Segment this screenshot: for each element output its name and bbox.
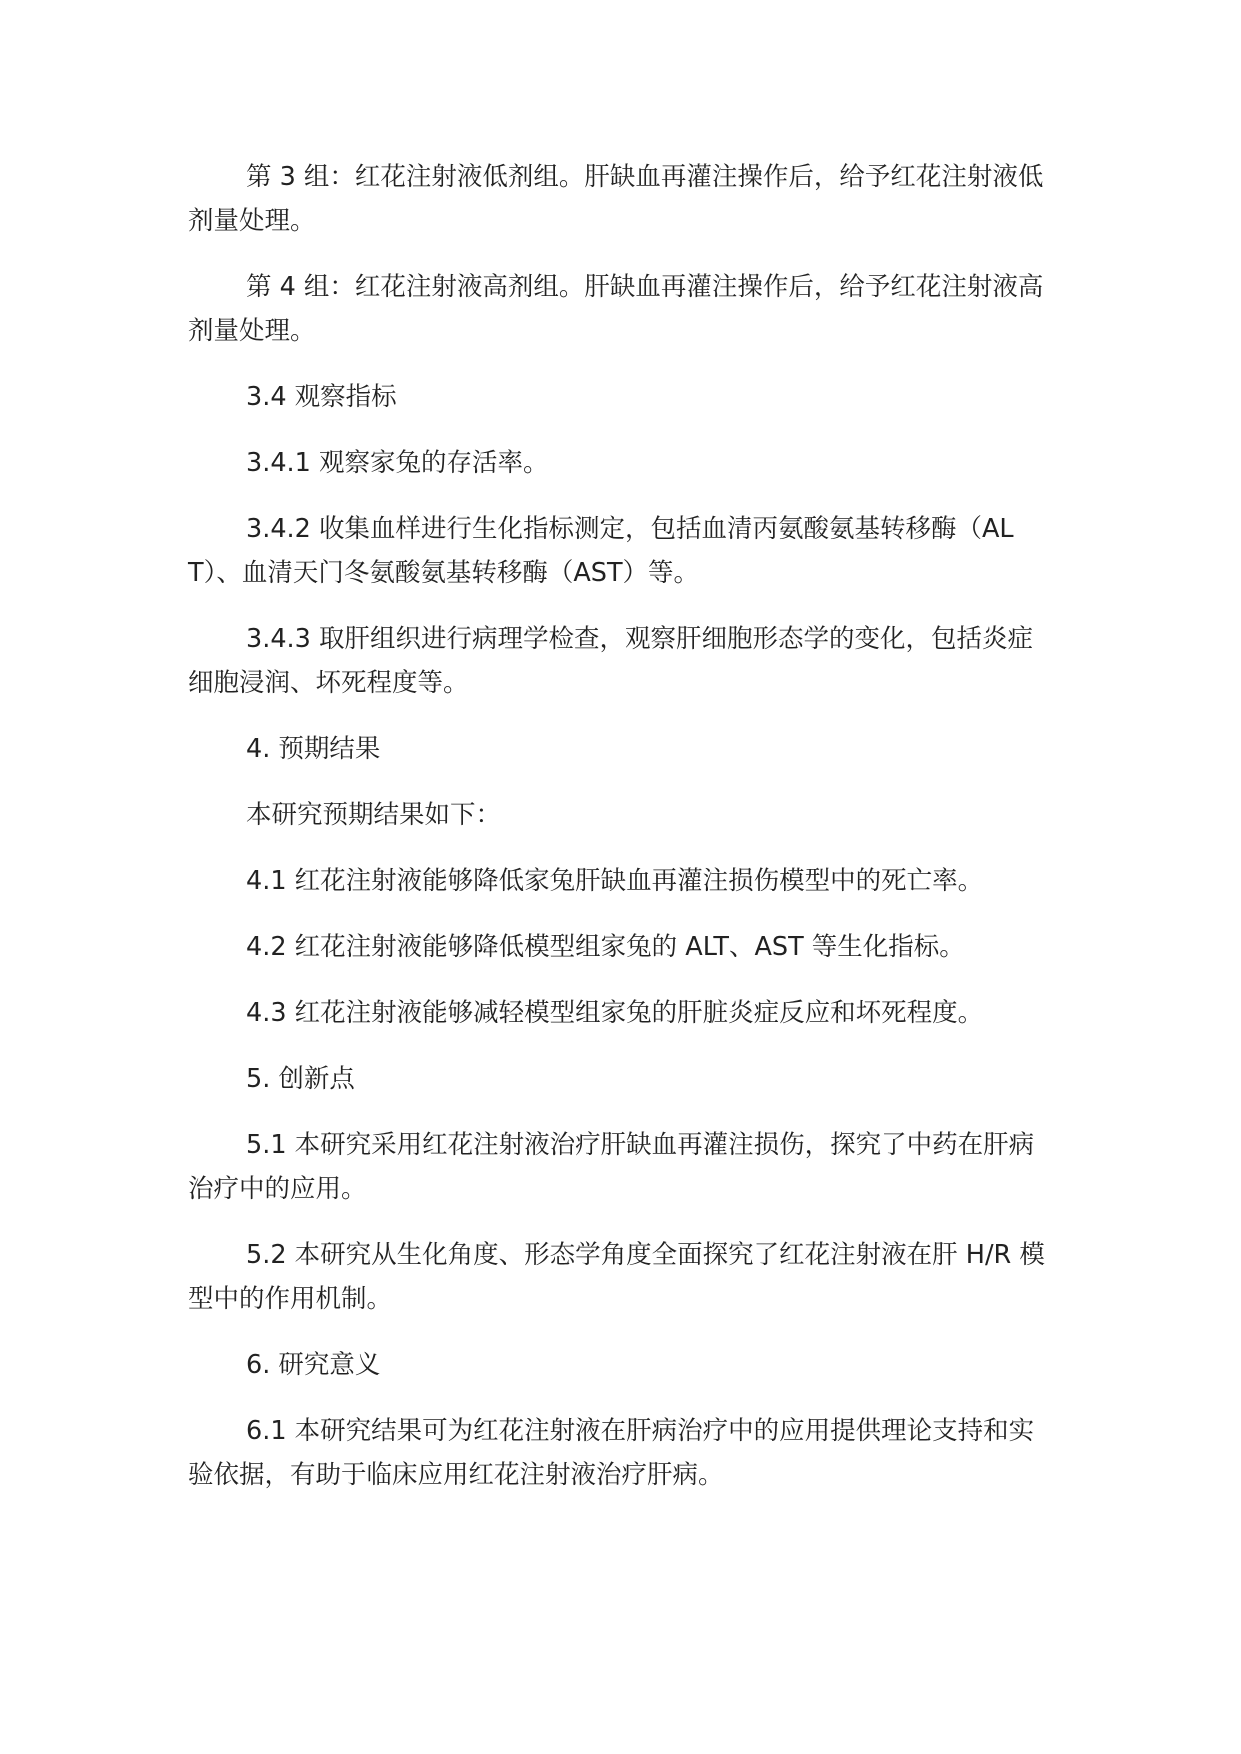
heading-observation-indicators: 3.4 观察指标 [246, 382, 397, 412]
paragraph-3-4-3: 3.4.3 取肝组织进行病理学检查，观察肝细胞形态学的变化，包括炎症细胞浸润、坏死程度等。 [188, 624, 1033, 698]
heading-significance: 6. 研究意义 [246, 1350, 381, 1380]
paragraph-group-4: 第 4 组：红花注射液高剂组。肝缺血再灌注操作后，给予红花注射液高剂量处理。 [188, 272, 1044, 346]
paragraph-5-1: 5.1 本研究采用红花注射液治疗肝缺血再灌注损伤，探究了中药在肝病治疗中的应用。 [188, 1130, 1035, 1204]
paragraph-expected-intro: 本研究预期结果如下： [246, 800, 502, 830]
paragraph-4-1: 4.1 红花注射液能够降低家兔肝缺血再灌注损伤模型中的死亡率。 [246, 866, 984, 896]
paragraph-3-4-1: 3.4.1 观察家兔的存活率。 [246, 448, 549, 478]
heading-innovation: 5. 创新点 [246, 1064, 355, 1094]
paragraph-3-4-2: 3.4.2 收集血样进行生化指标测定，包括血清丙氨酸氨基转移酶（ALT）、血清天门冬氨酸氨基转移酶（AST）等。 [188, 514, 1014, 588]
paragraph-group-3: 第 3 组：红花注射液低剂组。肝缺血再灌注操作后，给予红花注射液低剂量处理。 [188, 162, 1044, 236]
paragraph-5-2: 5.2 本研究从生化角度、形态学角度全面探究了红花注射液在肝 H/R 模型中的作用机制。 [188, 1240, 1045, 1314]
paragraph-6-1: 6.1 本研究结果可为红花注射液在肝病治疗中的应用提供理论支持和实验依据，有助于临床应用红花注射液治疗肝病。 [188, 1416, 1035, 1490]
paragraph-4-2: 4.2 红花注射液能够降低模型组家兔的 ALT、AST 等生化指标。 [246, 932, 965, 962]
document-body [188, 155, 1053, 1519]
paragraph-4-3: 4.3 红花注射液能够减轻模型组家兔的肝脏炎症反应和坏死程度。 [246, 998, 984, 1028]
heading-expected-results: 4. 预期结果 [246, 734, 381, 764]
